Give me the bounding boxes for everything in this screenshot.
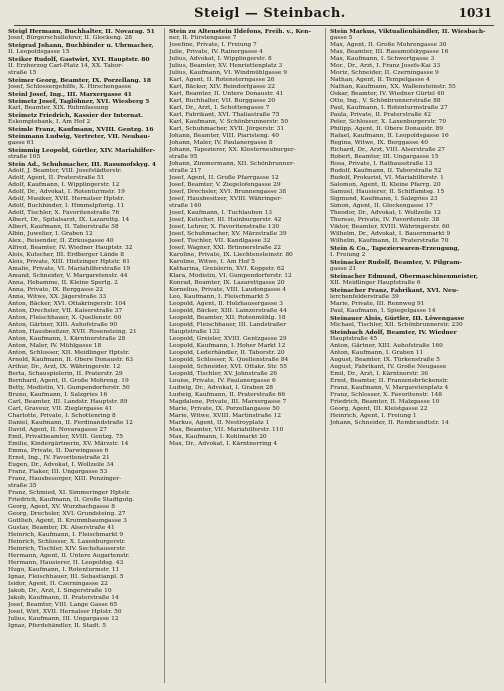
directory-entry: Nathan, Agent, II. Tempelgasse 4 <box>330 77 430 83</box>
directory-entry: Josef, Beamter, V. Ziegelofengasse 29 <box>169 182 281 188</box>
directory-entry: Eugen, Dr., Advokat, I. Wollzeile 34 <box>8 462 114 468</box>
directory-entry: Hermann, Agent, II. Untere Augartenstr. <box>8 553 130 559</box>
directory-entry: Richard, Dr., Arzt, VIII. Alserstraße 27 <box>330 147 445 153</box>
directory-entry: Johann, Zimmermann, XII. Schönbrunner- <box>169 161 295 167</box>
directory-entry: Franz, Hausbesorger, XIII. Penzinger- <box>8 476 122 482</box>
directory-entry: Adolf, Dr., Advokat, I. Rotenturmstr. 19 <box>8 189 125 195</box>
directory-entry: Johann, Maler, IV. Paulanergasse 8 <box>169 140 273 146</box>
directory-entry: Salomon, Agent, II. Kleine Pfarrg. 20 <box>330 182 441 188</box>
directory-entry: Marie, Private, III. Rennweg 91 <box>330 301 425 307</box>
directory-entry: Georg, Agent, XV. Wurzbachgasse 8 <box>8 504 115 510</box>
directory-entry: Anton, Kaufmann, I. Graben 11 <box>330 350 424 356</box>
directory-entry: Simon, Agent, II. Glockengasse 17 <box>330 203 433 209</box>
directory-entry: Adolf, Kaufmann, I. Wipplingerstr. 12 <box>8 182 120 188</box>
directory-entry: Josef, Bürgerschullehrer, II. Glockeng. 28 <box>8 35 133 41</box>
directory-entry: Carl, Graveur, VII. Zieglergasse 41 <box>8 406 113 412</box>
directory-entry: Josefine, Private, I. Freiung 7 <box>169 42 257 48</box>
directory-entry: Max, Kaufmann, I. Schwertgasse 3 <box>330 56 435 62</box>
directory-entry: Louise, Private, IV. Paulanergasse 6 <box>169 378 276 384</box>
directory-entry: Emma, Private, II. Darwingasse 6 <box>8 448 109 454</box>
directory-entry: Amalie, Private, VI. Mariahilferstraße 19 <box>8 266 131 272</box>
directory-entry: Anna, Witwe, XX. Jägerstraße 33 <box>8 294 107 300</box>
directory-entry: Ludwig, Kaufmann, II. Praterstraße 66 <box>169 392 286 398</box>
directory-entry: Wilhelm, Kaufmann, II. Praterstraße 70 <box>330 238 449 244</box>
directory-entry: Theodor, Dr., Advokat, I. Wollzeile 12 <box>330 210 441 216</box>
directory-entry: Karl, Beamter, XIX. Ruhmfassung <box>8 105 109 111</box>
running-head: Steigl — Steinbach. <box>194 6 346 21</box>
directory-entry: Katharina, Greislerin, XVI. Koppstr. 62 <box>169 266 285 272</box>
directory-entry: Leopold, Bäcker, XIII. Lainzerstraße 44 <box>169 308 287 314</box>
directory-entry: Oskar, Beamter, IV. Wiedner Gürtel 40 <box>330 91 445 97</box>
directory-entry: Anna, Private, IX. Berggasse 22 <box>8 287 104 293</box>
directory-entry: Josef, Kutscher, III. Hainburgerstr. 42 <box>169 217 282 223</box>
directory-entry: Albert, Kaufmann, II. Taborstraße 58 <box>8 224 119 230</box>
directory-entry: Albert, Dr., Spitalsarzt, IX. Lazarettg. 14 <box>8 217 130 223</box>
directory-entry: Ernst, Beamter, II. Franzensbrückenstr. <box>330 378 449 384</box>
directory-entry: Julius, Advokat, I. Wipplingerstr. 8 <box>169 56 272 62</box>
directory-entry: Ludwig, Dr., Advokat, I. Graben 28 <box>169 385 274 391</box>
directory-entry: Karl, Beamter, II. Untere Donaustr. 41 <box>169 91 284 97</box>
directory-entry: Ignaz, Pferdehändler, II. Stadt. 5 <box>8 623 107 629</box>
directory-entry: Steigrad Johann, Buchbinder u. Ubrmacher, <box>8 42 154 49</box>
directory-entry: Regina, Witwe, IX. Berggasse 40 <box>330 140 428 146</box>
directory-entry: Friedrich, Kaufmann, II. Große Stadtgutg. <box>8 497 135 503</box>
directory-entry: Johann, Schneider, II. Rembrandtstr. 14 <box>330 420 449 426</box>
directory-entry: Therese, Private, IV. Favoritenstr. 38 <box>330 217 440 223</box>
directory-entry: straße 35 <box>8 483 37 489</box>
directory-entry: II. Leopoldsgasse 15 <box>8 49 70 55</box>
directory-entry: Karl, Schuhmacher, XVII. Jörgerstr. 31 <box>169 126 285 132</box>
column-divider <box>325 28 326 683</box>
directory-entry: Marie, Witwe, XVIII. Martinstraße 12 <box>169 413 282 419</box>
directory-entry: Charlotte, Private, I. Schottenring 8 <box>8 413 116 419</box>
directory-entry: Stein Ad., Schuhmacher, III. Rasumofskyg. 4 <box>8 161 156 168</box>
directory-entry: August, Fabrikant, IV. Große Neugasse <box>330 364 447 370</box>
directory-entry: Max, Dr., Advokat, I. Kärntnerring 4 <box>169 441 278 447</box>
directory-entry: Franz, Schlosser, X. Favoritenstr. 148 <box>330 392 442 398</box>
directory-entry: Betty, Modistin, VI. Gumpendorferstr. 50 <box>8 385 130 391</box>
directory-entry: straße 165 <box>8 154 41 160</box>
directory-entry: Albin, Juwelier, I. Graben 12 <box>8 231 93 237</box>
directory-entry: Otto, Ing., V. Schönbrunnerstraße 88 <box>330 98 441 104</box>
directory-entry: Arnold, Kaufmann, II. Obere Donaustr. 63 <box>8 357 133 363</box>
directory-entry: Rosa, Private, I. Rathausstraße 13 <box>330 161 433 167</box>
directory-entry: Philipp, Agent, II. Obere Donaustr. 89 <box>330 126 443 132</box>
directory-entry: Arthur, Dr., Arzt, IX. Währingerstr. 12 <box>8 364 121 370</box>
directory-entry: David, Agent, II. Novaragasse 27 <box>8 427 107 433</box>
directory-entry: Heinrich, Schlosser, X. Laxenburgerstr. <box>8 539 126 545</box>
directory-entry: Alois, Kutscher, III. Erdberger Lände 8 <box>8 252 125 258</box>
directory-entry: Max, Kaufmann, I. Kohlmarkt 20 <box>169 434 267 440</box>
directory-entry: Heinrich, Kaufmann, I. Fleischmarkt 9 <box>8 532 124 538</box>
directory-entry: Max, Beamter, III. Rasumofskygasse 16 <box>330 49 449 55</box>
directory-entry: gasse 5 <box>330 35 353 41</box>
directory-entry: Friedrich, Beamter, II. Malzgasse 10 <box>330 399 440 405</box>
directory-entry: Marie, Private, IX. Porzellangasse 50 <box>169 406 280 412</box>
directory-entry: Hermann, Hausierer, II. Leopoldsg. 43 <box>8 560 124 566</box>
directory-entry: Steimmig Leopold, Gürtler, XIV. Mariahilfer- <box>8 147 156 154</box>
directory-entry: Anton, Hausbesitzer, XVII. Rosensteing. 21 <box>8 329 137 335</box>
directory-entry: Steinacher Franz, Fabrikant, XVI. Neu- <box>330 287 459 294</box>
directory-entry: Steigl Hermann, Buchhalter, II. Novarag. 51 <box>8 28 155 35</box>
directory-entry: Johann, Beamter, VIII. Piaristeng. 40 <box>169 133 279 139</box>
directory-entry: August, Beamter, IX. Türkenstraße 5 <box>330 357 440 363</box>
directory-entry: Anton, Schlosser, XII. Meidlinger Hptstr. <box>8 350 130 356</box>
directory-entry: Adolf, Tischler, X. Favoritenstraße 76 <box>8 210 120 216</box>
directory-entry: Karoline, Private, IX. Liechtensteinstr. 80 <box>169 252 293 258</box>
directory-entry: Berta, Schauspielerin, II. Praterstr. 29 <box>8 371 123 377</box>
directory-entry: Adolf, Musiker, XVII. Hernalser Hptstr. <box>8 196 125 202</box>
directory-entry: gasse 61 <box>8 140 35 146</box>
directory-entry: Josef, Drechsler, XVI. Brunnengasse 38 <box>169 189 287 195</box>
directory-entry: Gottlieb, Agent, II. Krummbaumgasse 3 <box>8 518 127 524</box>
directory-entry: Klara, Modistin, VI. Gumpendorferstr. 12 <box>169 273 292 279</box>
page-number: 1031 <box>458 6 492 20</box>
directory-entry: Hugo, Kaufmann, I. Rotenturmstr. 11 <box>8 567 120 573</box>
directory-entry: Peter, Schlosser, X. Laxenburgerstr. 70 <box>330 119 447 125</box>
directory-entry: Anton, Drechsler, VII. Kaiserstraße 37 <box>8 308 123 314</box>
directory-entry: Emil, Dr., Arzt, I. Kärntnerstr. 36 <box>330 371 429 377</box>
directory-entry: Amand, Schneider, V. Margaretenstr. 44 <box>8 273 128 279</box>
header-rule <box>14 25 494 26</box>
page-header <box>0 0 504 26</box>
directory-entry: Steinmann Ludwig, Vertreter, VII. Neubau- <box>8 133 150 140</box>
directory-entry: Steimetz Friedrich, Kassier der Internat. <box>8 112 143 119</box>
directory-entry: Mor., Dr., Arzt, I. Franz Josefs-Kai 33 <box>330 63 441 69</box>
directory-entry: Rudolf, Prokurist, VI. Mariahilferstr. 1 <box>330 175 444 181</box>
directory-entry: Josef, Wirt, XVII. Hernalser Hptstr. 50 <box>8 609 122 615</box>
directory-entry: Leopold, Agent, II. Holzhausergasse 3 <box>169 301 284 307</box>
directory-entry: Karl, Agent, II. Rotensterngasse 26 <box>169 77 275 83</box>
directory-entry: Jakob, Dr., Arzt, I. Singerstraße 10 <box>8 588 112 594</box>
directory-entry: Max, Beamter, VII. Mariahilferstr. 110 <box>169 427 284 433</box>
directory-entry: Alois, Private, XIII. Hietzinger Hptstr. 61 <box>8 259 131 265</box>
directory-entry: Karl, Buchhalter, VII. Burggasse 20 <box>169 98 276 104</box>
directory-entry: Josef, Schlossergehilfe, X. Hirschengasse <box>8 84 132 90</box>
directory-entry: Leo, Kaufmann, I. Fleischmarkt 5 <box>169 294 270 300</box>
directory-entry: Steinauer Alois, Gürtler, III. Löwengasse <box>330 315 465 322</box>
directory-entry: gasse 21 <box>330 266 357 272</box>
directory-entry: Alfred, Beamter, IV. Wiedner Hauptstr. 32 <box>8 245 133 251</box>
directory-column-1 <box>8 28 160 683</box>
directory-entry: Kornelius, Private, VIII. Laudongasse 4 <box>169 287 287 293</box>
directory-entry: lerchenfelderstraße 39 <box>330 294 399 300</box>
directory-entry: Anton, Gärtner, XIII. Auhofstraße 90 <box>8 322 118 328</box>
directory-entry: Leopold, Tischler, XV. Johnstraße 26 <box>169 371 278 377</box>
directory-entry: Adolf, Agent, II. Praterstraße 51 <box>8 175 105 181</box>
directory-entry: Anton, Bäcker, XVI. Ottakringerstr. 104 <box>8 301 126 307</box>
directory-entry: Viktor, Beamter, XVIII. Währingerstr. 60 <box>330 224 450 230</box>
directory-entry: Josef, Wagner, XXI. Brünnerstraße 22 <box>169 245 281 251</box>
directory-entry: Karl, Bäcker, XIV. Reindorfgasse 22 <box>169 84 276 90</box>
directory-entry: Leopold, Greisler, XVIII. Gentzgasse 29 <box>169 336 287 342</box>
directory-entry: Magdalene, Private, III. Marxergasse 7 <box>169 399 287 405</box>
directory-entry: I. Freiung 2 <box>330 252 366 258</box>
directory-entry: Stein zu Altenstein Ildefons, Freih. v., Ken- <box>169 28 311 35</box>
directory-entry: Adolf, Buchbinder, I. Himmelpfortg. 11 <box>8 203 125 209</box>
directory-entry: Leopold, Schlosser, X. Quellenstraße 84 <box>169 357 289 363</box>
directory-entry: Anton, Gärtner, XIII. Auhofstraße 160 <box>330 343 443 349</box>
directory-entry: Eskomptebank, I. Am Hof 2 <box>8 119 91 125</box>
directory-entry: Josef, Schuhmacher, XV. Märzstraße 39 <box>169 231 287 237</box>
directory-entry: Josef, Kaufmann, I. Tuchlauben 13 <box>169 210 272 216</box>
directory-entry: Josef, Hausbesitzer, XVIII. Währinger- <box>169 196 283 202</box>
directory-entry: Max, Agent, II. Große Mohrengasse 30 <box>330 42 447 48</box>
directory-entry: Paul, Kaufmann, I. Spiegelgasse 14 <box>330 308 436 314</box>
directory-entry: Stein Markus, Viktualienhändler, II. Wiesbach- <box>330 28 486 35</box>
directory-entry: Josef, Agent, II. Große Pfarrgasse 12 <box>169 175 279 181</box>
directory-entry: Anton, Maler, IV. Mühlgasse 18 <box>8 343 102 349</box>
directory-entry: Georg, Agent, III. Kleistgasse 22 <box>330 406 428 412</box>
directory-entry: Karl, Fabrikant, XVI. Thaliastraße 75 <box>169 112 280 118</box>
directory-entry: Leopold, Lederhändler, II. Taborstr. 20 <box>169 350 285 356</box>
directory-entry: XII. Meidlinger Hauptstraße 6 <box>330 280 421 286</box>
directory-entry: Paula, Private, II. Praterstraße 42 <box>330 112 432 118</box>
directory-entry: Leopold, Beamter, XII. Rotenmühlg. 18 <box>169 315 286 321</box>
column-divider <box>164 28 165 683</box>
directory-entry: Leopold, Schneider, XVI. Ottakr. Str. 55 <box>169 364 288 370</box>
directory-entry: Steimetz Josef, Taglöhner, XVI. Wiesberg 5 <box>8 98 150 105</box>
directory-entry: Stein & Co., Tapezierwaren-Erzeugung, <box>330 245 460 252</box>
directory-entry: ner, II. Fürstengasse 7 <box>169 35 237 41</box>
directory-entry: Bernhard, Agent, II. Große Mohreng. 19 <box>8 378 129 384</box>
directory-entry: Isidor, Agent, II. Czerningasse 22 <box>8 581 108 587</box>
directory-entry: Steinbach Adolf, Beamter, IV. Wiedner <box>330 329 457 336</box>
directory-entry: Daniel, Kaufmann, II. Ferdinandstraße 12 <box>8 420 133 426</box>
directory-entry: Karoline, Witwe, I. Am Hof 5 <box>169 259 255 265</box>
directory-entry: Robert, Beamter, III. Ungargasse 15 <box>330 154 439 160</box>
directory-entry: Sigmund, Kaufmann, I. Salzgries 23 <box>330 196 438 202</box>
directory-entry: Karl, Kaufmann, V. Schönbrunnerstr. 50 <box>169 119 289 125</box>
directory-entry: Julius, Kaufmann, VI. Windmühlgasse 9 <box>169 70 288 76</box>
directory-entry: Franz, Kaufmann, V. Margaretenplatz 4 <box>330 385 449 391</box>
directory-entry: Anna, Hebamme, II. Kleine Sperlg. 2 <box>8 280 118 286</box>
directory-entry: Emilie, Kindergärtnerin, XV. Märzstr. 14 <box>8 441 129 447</box>
directory-entry: Julie, Private, IV. Rainergasse 4 <box>169 49 264 55</box>
directory-entry: Samuel, Hausierer, II. Schiffamtsg. 15 <box>330 189 445 195</box>
directory-entry: Paul, Kaufmann, I. Rotenturmstraße 27 <box>330 105 448 111</box>
directory-entry: Rafael, Kaufmann, II. Leopoldsgasse 16 <box>330 133 449 139</box>
directory-entry: straße 15 <box>8 70 37 76</box>
directory-entry: Bruno, Kaufmann, I. Salzgries 16 <box>8 392 108 398</box>
directory-entry: straße 217 <box>169 168 202 174</box>
directory-entry: Jakob, Kaufmann, II. Praterstraße 14 <box>8 595 119 601</box>
directory-entry: Johann, Tapezierer, XX. Klosterneuburger- <box>169 147 296 153</box>
directory-entry: Josef, Tischler, VII. Kandlgasse 32 <box>169 238 271 244</box>
directory-entry: Carl, Beamter, III. Landstr. Hauptstr. 89 <box>8 399 128 405</box>
directory-entry: Karl, Dr., Arzt, I. Schottengasse 7 <box>169 105 270 111</box>
directory-entry: straße 95 <box>169 154 198 160</box>
directory-entry: Josef, Lehrer, X. Favoritenstraße 130 <box>169 224 280 230</box>
directory-entry: Anton, Kaufmann, I. Kärntnerstraße 28 <box>8 336 126 342</box>
directory-entry: Ernst, Ing., IV. Favoritenstraße 21 <box>8 455 110 461</box>
directory-entry: Moriz, Schneider, II. Czerningasse 9 <box>330 70 439 76</box>
directory-entry: Leopold, Kaufmann, I. Hoher Markt 12 <box>169 343 286 349</box>
directory-entry: Rudolf, Kaufmann, II. Taborstraße 52 <box>330 168 442 174</box>
directory-entry: Julius, Beamter, XV. Henriettenplatz 3 <box>169 63 283 69</box>
directory-entry: Heinrich, Tischler, XIV. Sechshauserstr. <box>8 546 127 552</box>
directory-entry: Steinl Josef, Ing., III. Marxergasse 41 <box>8 91 132 98</box>
directory-entry: Nathan, Kaufmann, XX. Wallensteinstr. 55 <box>330 84 456 90</box>
directory-entry: Steimle Franz, Kaufmann, XVIII. Gentzg. 16 <box>8 126 154 133</box>
directory-column-3 <box>330 28 494 683</box>
directory-entry: Anton, Fleischhauer, X. Quellenstr. 60 <box>8 315 122 321</box>
directory-entry: Franz, Fiaker, III. Ungargasse 53 <box>8 469 108 475</box>
directory-entry: Konrad, Beamter, IX. Lazarettgasse 20 <box>169 280 285 286</box>
directory-entry: Heinrich, Agent, I. Freiung 1 <box>330 413 417 419</box>
directory-entry: Markus, Agent, II. Nestroyplatz 1 <box>169 420 270 426</box>
directory-entry: Steimer Georg, Beamter, IX. Porzellang. 18 <box>8 77 151 84</box>
directory-entry: Wilhelm, Dr., Advokat, I. Bauernmarkt 9 <box>330 231 451 237</box>
directory-entry: Steinacker Rudolf, Beamter, V. Pilgram- <box>330 259 462 266</box>
directory-entry: Alex., Reisender, II. Zirkusgasse 40 <box>8 238 114 244</box>
directory-column-2 <box>169 28 321 683</box>
directory-entry: straße 140 <box>169 203 202 209</box>
directory-entry: Leopold, Fleischhauer, III. Landstraßer <box>169 322 287 328</box>
directory-entry: Gustav, Beamter, IX. Alserstraße 41 <box>8 525 115 531</box>
directory-entry: Hauptstraße 45 <box>330 336 378 342</box>
directory-entry: Georg, Drechsler, XVI. Grundsteing. 27 <box>8 511 126 517</box>
directory-entry: Steinacher Edmund, Obermaschinenmeister, <box>330 273 479 280</box>
directory-entry: Julius, Kaufmann, III. Ungargasse 12 <box>8 616 119 622</box>
directory-entry: Adolf, J. Beamter, VIII. Josefstädterstr. <box>8 168 122 174</box>
directory-entry: Josef, Beamter, VIII. Lange Gasse 65 <box>8 602 118 608</box>
directory-entry: Hauptstraße 132 <box>169 329 220 335</box>
directory-entry: Franz, Schmied, XI. Simmeringer Hptstr. <box>8 490 131 496</box>
directory-entry: II. Erzherzog Carl-Platz 14, XX. Tabor- <box>8 63 123 69</box>
directory-entry: Michael, Tischler, XII. Schönbrunnerstr. 230 <box>330 322 463 328</box>
directory-entry: Steiker Rudolf, Gastwirt, XVI. Hauptstr. 80 <box>8 56 150 63</box>
directory-entry: Ignaz, Fleischhauer, III. Sebastianpl. 5 <box>8 574 124 580</box>
directory-entry: Emil, Privatbeamter, XVIII. Gentzg. 75 <box>8 434 124 440</box>
